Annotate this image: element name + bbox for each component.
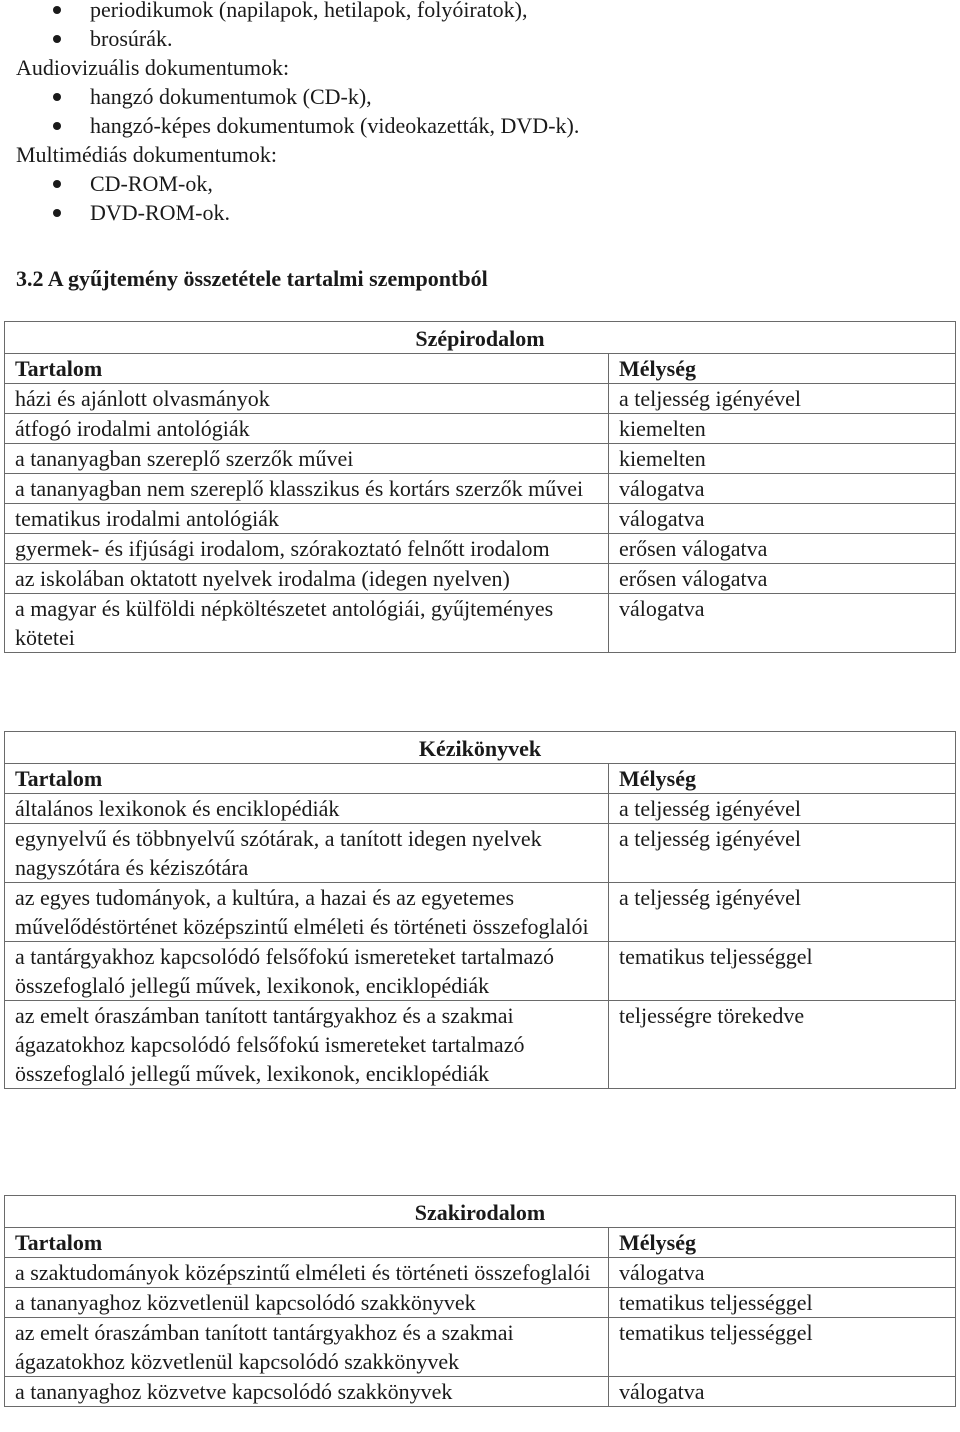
cell-depth: kiemelten (609, 444, 956, 474)
cell-content: a tananyaghoz közvetve kapcsolódó szakkönyvek (5, 1377, 609, 1407)
table-row (5, 564, 956, 594)
cell-content: a tantárgyakhoz kapcsolódó felsőfokú ismereteket tartalmazó összefoglaló jellegű művek, lexikonok, enciklopédiák (5, 942, 609, 1001)
column-header-tartalom: Tartalom (5, 1228, 609, 1258)
table-row (5, 883, 956, 942)
bullet-icon (53, 35, 61, 43)
table-row (5, 594, 956, 653)
list-item: brosúrák. (0, 24, 960, 53)
table-kezikonyvek (4, 731, 956, 1089)
table-title: Kézikönyvek (5, 732, 956, 764)
table-row (5, 1258, 956, 1288)
table-row (5, 534, 956, 564)
cell-content: a tananyagban nem szereplő klasszikus és kortárs szerzők művei (5, 474, 609, 504)
cell-content: a tananyaghoz közvetlenül kapcsolódó szakkönyvek (5, 1288, 609, 1318)
cell-depth: a teljesség igényével (609, 824, 956, 883)
cell-content: házi és ajánlott olvasmányok (5, 384, 609, 414)
cell-depth: válogatva (609, 1377, 956, 1407)
table-row (5, 504, 956, 534)
table-row (5, 414, 956, 444)
cell-content: átfogó irodalmi antológiák (5, 414, 609, 444)
list-item: CD-ROM-ok, (0, 169, 960, 198)
column-header-melyseg: Mélység (609, 764, 956, 794)
table-row (5, 1288, 956, 1318)
cell-depth: erősen válogatva (609, 564, 956, 594)
cell-content: egynyelvű és többnyelvű szótárak, a tanított idegen nyelvek nagyszótára és kéziszótára (5, 824, 609, 883)
cell-content: az emelt óraszámban tanított tantárgyakhoz és a szakmai ágazatokhoz közvetlenül kapcsolódó szakkönyvek (5, 1318, 609, 1377)
table-title: Szépirodalom (5, 322, 956, 354)
table-row (5, 1001, 956, 1089)
column-header-tartalom: Tartalom (5, 764, 609, 794)
cell-depth: tematikus teljességgel (609, 1288, 956, 1318)
list-group-label: Multimédiás dokumentumok: (16, 142, 277, 167)
table-header-row (5, 354, 956, 384)
document-top-list (0, 0, 960, 227)
table-header-row (5, 1228, 956, 1258)
column-header-tartalom: Tartalom (5, 354, 609, 384)
table-row (5, 1318, 956, 1377)
cell-depth: a teljesség igényével (609, 384, 956, 414)
bullet-icon (53, 209, 61, 217)
column-header-melyseg: Mélység (609, 354, 956, 384)
table-szakirodalom (4, 1195, 956, 1407)
bullet-icon (53, 180, 61, 188)
cell-depth: válogatva (609, 504, 956, 534)
cell-content: az iskolában oktatott nyelvek irodalma (idegen nyelven) (5, 564, 609, 594)
cell-depth: válogatva (609, 474, 956, 504)
cell-content: gyermek- és ifjúsági irodalom, szórakoztató felnőtt irodalom (5, 534, 609, 564)
cell-depth: tematikus teljességgel (609, 942, 956, 1001)
table-title: Szakirodalom (5, 1196, 956, 1228)
cell-content: általános lexikonok és enciklopédiák (5, 794, 609, 824)
cell-content: a szaktudományok középszintű elméleti és történeti összefoglalói (5, 1258, 609, 1288)
cell-content: az emelt óraszámban tanított tantárgyakhoz és a szakmai ágazatokhoz kapcsolódó felsőfokú ismereteket tartalmazó összefoglaló jellegű művek, lexikonok, enciklopédiák (5, 1001, 609, 1089)
table-row (5, 384, 956, 414)
list-item: hangzó-képes dokumentumok (videokazetták, DVD-k). (0, 111, 960, 140)
section-heading: 3.2 A gyűjtemény összetétele tartalmi szempontból (16, 266, 488, 291)
list-group-label: Audiovizuális dokumentumok: (16, 55, 290, 80)
list-item: periodikumok (napilapok, hetilapok, folyóiratok), (0, 0, 960, 24)
cell-depth: erősen válogatva (609, 534, 956, 564)
cell-depth: válogatva (609, 1258, 956, 1288)
column-header-melyseg: Mélység (609, 1228, 956, 1258)
list-item: DVD-ROM-ok. (0, 198, 960, 227)
table-szepirodalom (4, 321, 956, 653)
list-item: hangzó dokumentumok (CD-k), (0, 82, 960, 111)
cell-content: a tananyagban szereplő szerzők művei (5, 444, 609, 474)
cell-content: tematikus irodalmi antológiák (5, 504, 609, 534)
cell-content: az egyes tudományok, a kultúra, a hazai és az egyetemes művelődéstörténet középszintű elméleti és történeti összefoglalói (5, 883, 609, 942)
table-row (5, 794, 956, 824)
table-row (5, 1377, 956, 1407)
bullet-icon (53, 6, 61, 14)
table-row (5, 444, 956, 474)
cell-depth: válogatva (609, 594, 956, 653)
cell-depth: a teljesség igényével (609, 883, 956, 942)
table-row (5, 824, 956, 883)
cell-content: a magyar és külföldi népköltészetet antológiái, gyűjteményes kötetei (5, 594, 609, 653)
bullet-icon (53, 122, 61, 130)
cell-depth: tematikus teljességgel (609, 1318, 956, 1377)
cell-depth: kiemelten (609, 414, 956, 444)
cell-depth: a teljesség igényével (609, 794, 956, 824)
bullet-icon (53, 93, 61, 101)
table-header-row (5, 764, 956, 794)
table-row (5, 942, 956, 1001)
table-row (5, 474, 956, 504)
cell-depth: teljességre törekedve (609, 1001, 956, 1089)
